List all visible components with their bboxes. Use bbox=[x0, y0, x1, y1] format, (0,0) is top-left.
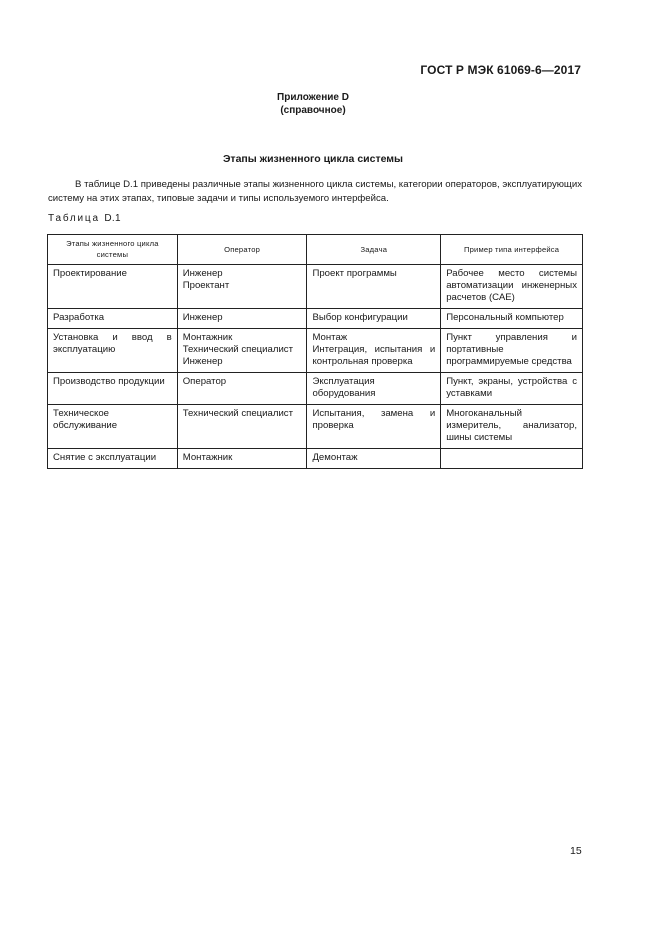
operator-line: Инженер bbox=[182, 356, 223, 367]
task-line: Испытания, замена и проверка bbox=[312, 408, 436, 431]
intro-text: В таблице D.1 приведены различные этапы жизненного цикла системы, категории операторов, эксплуатирующих систему на этих этапах, типовые задачи и типы используемого интерфейса. bbox=[48, 179, 582, 204]
appendix-heading bbox=[0, 91, 626, 117]
table-row bbox=[48, 265, 583, 309]
task-line: Демонтаж bbox=[312, 452, 358, 463]
cell-stage: Техническое обслуживание bbox=[48, 405, 178, 449]
cell-stage: Производство продукции bbox=[48, 373, 178, 405]
cell-stage: Разработка bbox=[48, 309, 178, 329]
table-row bbox=[48, 449, 583, 469]
cell-interface: Многоканальный измеритель, анализатор, шины системы bbox=[441, 405, 583, 449]
operator-line: Технический специалист bbox=[182, 344, 293, 355]
cell-task bbox=[307, 449, 441, 469]
cell-operator bbox=[177, 405, 307, 449]
cell-interface: Персональный компьютер bbox=[441, 309, 583, 329]
cell-operator bbox=[177, 309, 307, 329]
table-caption bbox=[48, 213, 121, 224]
header-operator: Оператор bbox=[177, 235, 307, 265]
section-title: Этапы жизненного цикла системы bbox=[222, 153, 404, 165]
table-header-row bbox=[48, 235, 583, 265]
operator-line: Оператор bbox=[182, 376, 227, 387]
intro-paragraph bbox=[48, 178, 582, 205]
cell-interface: Рабочее место системы автоматизации инженерных расчетов (САЕ) bbox=[441, 265, 583, 309]
cell-task bbox=[307, 309, 441, 329]
header-task: Задача bbox=[307, 235, 441, 265]
cell-operator bbox=[177, 329, 307, 373]
cell-interface: Пункт управления и портативные программируемые средства bbox=[441, 329, 583, 373]
table-row bbox=[48, 309, 583, 329]
header-stage: Этапы жизненного цикла системы bbox=[48, 235, 178, 265]
cell-task bbox=[307, 405, 441, 449]
cell-stage: Проектирование bbox=[48, 265, 178, 309]
table-caption-number: D.1 bbox=[104, 213, 121, 224]
lifecycle-table bbox=[47, 234, 583, 469]
task-line: Проект программы bbox=[312, 268, 397, 279]
table-row bbox=[48, 373, 583, 405]
task-line: Выбор конфигурации bbox=[312, 312, 408, 323]
operator-line: Монтажник bbox=[182, 332, 233, 343]
operator-line: Монтажник bbox=[182, 452, 233, 463]
cell-interface bbox=[441, 449, 583, 469]
cell-operator bbox=[177, 449, 307, 469]
table-caption-label: Таблица bbox=[48, 213, 100, 224]
cell-task bbox=[307, 329, 441, 373]
page-number: 15 bbox=[570, 845, 582, 857]
appendix-title: Приложение D bbox=[277, 92, 349, 103]
table-row bbox=[48, 329, 583, 373]
appendix-subtitle: (справочное) bbox=[280, 105, 346, 116]
operator-line: Технический специалист bbox=[182, 408, 293, 419]
task-line: Интеграция, испытания и контрольная проверка bbox=[312, 344, 436, 367]
header-interface: Пример типа интерфейса bbox=[441, 235, 583, 265]
task-line: Эксплуатация оборудования bbox=[312, 376, 376, 399]
cell-task bbox=[307, 265, 441, 309]
cell-interface: Пункт, экраны, устройства с уставками bbox=[441, 373, 583, 405]
operator-line: Инженер bbox=[182, 312, 223, 323]
cell-stage: Снятие с эксплуатации bbox=[48, 449, 178, 469]
document-code: ГОСТ Р МЭК 61069-6—2017 bbox=[420, 63, 581, 77]
cell-task bbox=[307, 373, 441, 405]
table-row bbox=[48, 405, 583, 449]
operator-line: Проектант bbox=[182, 280, 230, 291]
operator-line: Инженер bbox=[182, 268, 223, 279]
cell-stage: Установка и ввод в эксплуатацию bbox=[48, 329, 178, 373]
cell-operator bbox=[177, 265, 307, 309]
cell-operator bbox=[177, 373, 307, 405]
task-line: Монтаж bbox=[312, 332, 348, 343]
